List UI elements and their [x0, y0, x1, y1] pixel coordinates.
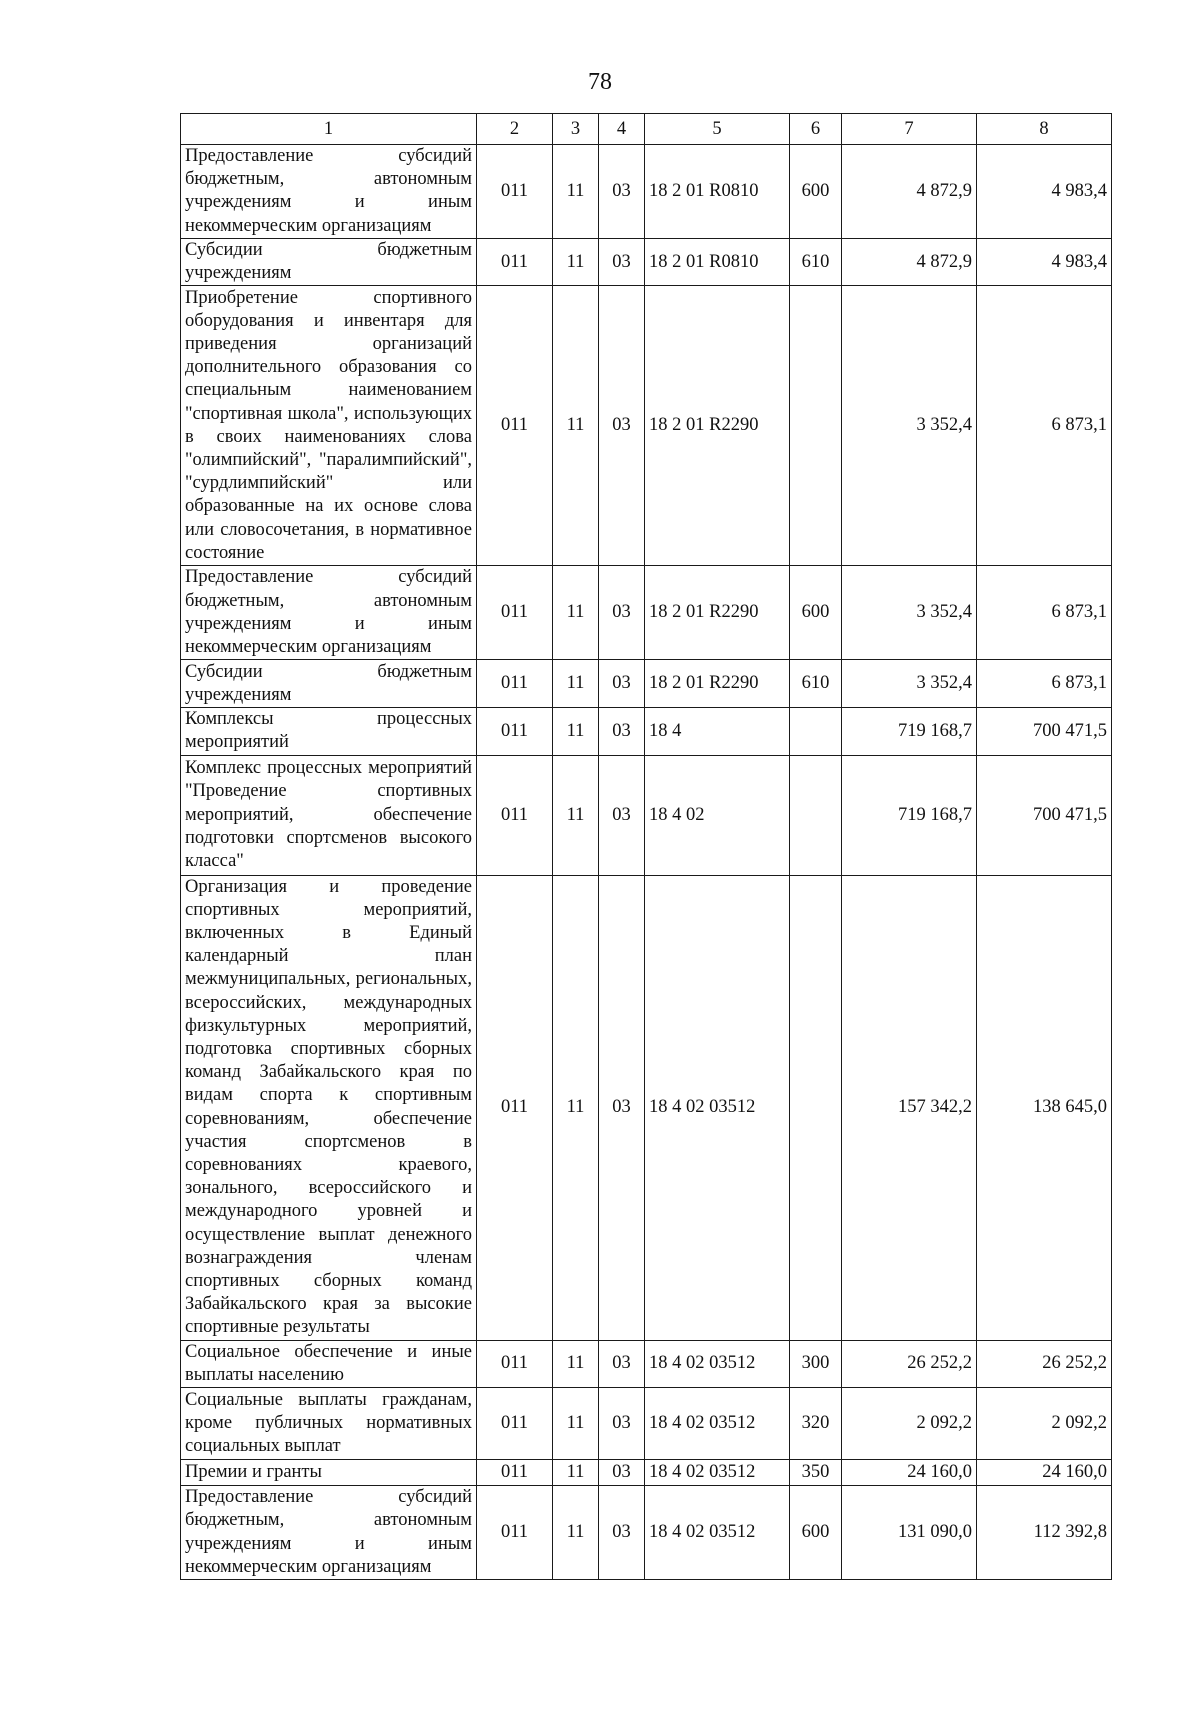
amount-col-8: 2 092,2: [977, 1388, 1112, 1460]
subsection-code: 03: [599, 755, 645, 875]
amount-col-8: 112 392,8: [977, 1486, 1112, 1580]
target-article-code: 18 2 01 R0810: [645, 145, 790, 239]
row-description: Субсидии бюджетным учреждениям: [181, 238, 477, 285]
expense-type-code: 350: [790, 1460, 842, 1486]
column-header-2: 2: [477, 114, 553, 145]
ministry-code: 011: [477, 566, 553, 660]
subsection-code: 03: [599, 1340, 645, 1387]
subsection-code: 03: [599, 238, 645, 285]
amount-col-8: 6 873,1: [977, 660, 1112, 708]
page-number: 78: [588, 69, 612, 95]
row-description: Предоставление субсидий бюджетным, автономным учреждениям и иным некоммерческим организациям: [181, 145, 477, 239]
table-row: [181, 1460, 1112, 1486]
table-row: [181, 238, 1112, 285]
amount-col-7: 157 342,2: [842, 875, 977, 1340]
column-header-4: 4: [599, 114, 645, 145]
amount-col-7: 131 090,0: [842, 1486, 977, 1580]
row-description: Организация и проведение спортивных мероприятий, включенных в Единый календарный план межмуниципальных, региональных, всероссийских, международных физкультурных мероприятий, подготовка спортивных сборных команд Забайкальского края по видам спорта к спортивным соревнованиям, обеспечение участия спортсменов в соревнованиях краевого, зонального, всероссийского и международного уровней и осуществление выплат денежного вознаграждения членам спортивных сборных команд Забайкальского края за высокие спортивные результаты: [181, 875, 477, 1340]
table-row: [181, 566, 1112, 660]
subsection-code: 03: [599, 145, 645, 239]
column-header-8: 8: [977, 114, 1112, 145]
section-code: 11: [553, 708, 599, 755]
column-header-7: 7: [842, 114, 977, 145]
section-code: 11: [553, 566, 599, 660]
amount-col-8: 26 252,2: [977, 1340, 1112, 1387]
subsection-code: 03: [599, 875, 645, 1340]
amount-col-7: 719 168,7: [842, 755, 977, 875]
section-code: 11: [553, 875, 599, 1340]
target-article-code: 18 2 01 R0810: [645, 238, 790, 285]
subsection-code: 03: [599, 660, 645, 708]
target-article-code: 18 4 02: [645, 755, 790, 875]
amount-col-7: 3 352,4: [842, 660, 977, 708]
amount-col-8: 700 471,5: [977, 755, 1112, 875]
row-description: Комплексы процессных мероприятий: [181, 708, 477, 755]
table-row: [181, 875, 1112, 1340]
target-article-code: 18 2 01 R2290: [645, 286, 790, 566]
target-article-code: 18 2 01 R2290: [645, 566, 790, 660]
ministry-code: 011: [477, 238, 553, 285]
ministry-code: 011: [477, 1460, 553, 1486]
amount-col-7: 3 352,4: [842, 286, 977, 566]
amount-col-7: 3 352,4: [842, 566, 977, 660]
expense-type-code: 320: [790, 1388, 842, 1460]
section-code: 11: [553, 1460, 599, 1486]
row-description: Социальные выплаты гражданам, кроме публичных нормативных социальных выплат: [181, 1388, 477, 1460]
ministry-code: 011: [477, 708, 553, 755]
amount-col-7: 4 872,9: [842, 145, 977, 239]
amount-col-7: 24 160,0: [842, 1460, 977, 1486]
ministry-code: 011: [477, 286, 553, 566]
expense-type-code: 610: [790, 660, 842, 708]
target-article-code: 18 4 02 03512: [645, 875, 790, 1340]
expense-type-code: [790, 286, 842, 566]
ministry-code: 011: [477, 1340, 553, 1387]
row-description: Премии и гранты: [181, 1460, 477, 1486]
amount-col-7: 719 168,7: [842, 708, 977, 755]
amount-col-8: 138 645,0: [977, 875, 1112, 1340]
ministry-code: 011: [477, 755, 553, 875]
amount-col-8: 4 983,4: [977, 238, 1112, 285]
subsection-code: 03: [599, 566, 645, 660]
amount-col-8: 700 471,5: [977, 708, 1112, 755]
ministry-code: 011: [477, 875, 553, 1340]
target-article-code: 18 4 02 03512: [645, 1460, 790, 1486]
row-description: Предоставление субсидий бюджетным, автономным учреждениям и иным некоммерческим организациям: [181, 566, 477, 660]
subsection-code: 03: [599, 286, 645, 566]
table-row: [181, 1486, 1112, 1580]
target-article-code: 18 4: [645, 708, 790, 755]
section-code: 11: [553, 238, 599, 285]
table-row: [181, 1388, 1112, 1460]
section-code: 11: [553, 660, 599, 708]
amount-col-7: 26 252,2: [842, 1340, 977, 1387]
target-article-code: 18 4 02 03512: [645, 1340, 790, 1387]
row-description: Комплекс процессных мероприятий "Проведение спортивных мероприятий, обеспечение подготовки спортсменов высокого класса": [181, 755, 477, 875]
amount-col-7: 2 092,2: [842, 1388, 977, 1460]
subsection-code: 03: [599, 1388, 645, 1460]
expense-type-code: [790, 755, 842, 875]
expense-type-code: 600: [790, 145, 842, 239]
column-header-5: 5: [645, 114, 790, 145]
table-row: [181, 145, 1112, 239]
amount-col-8: 6 873,1: [977, 286, 1112, 566]
section-code: 11: [553, 145, 599, 239]
target-article-code: 18 4 02 03512: [645, 1486, 790, 1580]
ministry-code: 011: [477, 660, 553, 708]
table-row: [181, 755, 1112, 875]
row-description: Социальное обеспечение и иные выплаты населению: [181, 1340, 477, 1387]
subsection-code: 03: [599, 1460, 645, 1486]
column-header-6: 6: [790, 114, 842, 145]
target-article-code: 18 2 01 R2290: [645, 660, 790, 708]
expense-type-code: [790, 708, 842, 755]
amount-col-8: 6 873,1: [977, 566, 1112, 660]
row-description: Приобретение спортивного оборудования и инвентаря для приведения организаций дополнительного образования со специальным наименованием "спортивная школа", использующих в своих наименованиях слова "олимпийский", "паралимпийский", "сурдлимпийский" или образованные на их основе слова или словосочетания, в нормативное состояние: [181, 286, 477, 566]
section-code: 11: [553, 286, 599, 566]
ministry-code: 011: [477, 1388, 553, 1460]
column-header-3: 3: [553, 114, 599, 145]
target-article-code: 18 4 02 03512: [645, 1388, 790, 1460]
table-row: [181, 286, 1112, 566]
section-code: 11: [553, 755, 599, 875]
column-header-1: 1: [181, 114, 477, 145]
table-row: [181, 660, 1112, 708]
section-code: 11: [553, 1388, 599, 1460]
table-row: [181, 708, 1112, 755]
amount-col-8: 4 983,4: [977, 145, 1112, 239]
ministry-code: 011: [477, 145, 553, 239]
row-description: Субсидии бюджетным учреждениям: [181, 660, 477, 708]
section-code: 11: [553, 1486, 599, 1580]
amount-col-8: 24 160,0: [977, 1460, 1112, 1486]
table-row: [181, 1340, 1112, 1387]
ministry-code: 011: [477, 1486, 553, 1580]
subsection-code: 03: [599, 708, 645, 755]
amount-col-7: 4 872,9: [842, 238, 977, 285]
expense-type-code: 600: [790, 566, 842, 660]
section-code: 11: [553, 1340, 599, 1387]
expense-type-code: [790, 875, 842, 1340]
header-row: [181, 114, 1112, 145]
row-description: Предоставление субсидий бюджетным, автономным учреждениям и иным некоммерческим организациям: [181, 1486, 477, 1580]
expense-type-code: 300: [790, 1340, 842, 1387]
subsection-code: 03: [599, 1486, 645, 1580]
expense-type-code: 600: [790, 1486, 842, 1580]
expense-type-code: 610: [790, 238, 842, 285]
budget-table: [180, 113, 1112, 1580]
